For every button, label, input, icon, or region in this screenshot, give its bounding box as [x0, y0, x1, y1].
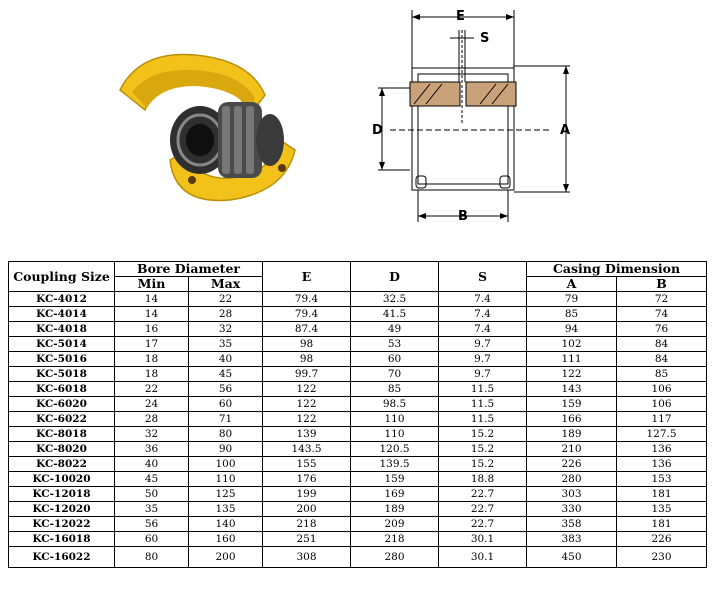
- cell-coupling-size: KC-4014: [9, 307, 115, 322]
- d-arrow-head-top: [379, 88, 385, 96]
- cell-d: 209: [351, 517, 439, 532]
- cell-bore-max: 40: [189, 352, 263, 367]
- cell-d: 110: [351, 427, 439, 442]
- cell-casing-a: 122: [527, 367, 617, 382]
- cell-s: 22.7: [439, 502, 527, 517]
- cell-casing-a: 94: [527, 322, 617, 337]
- bolt-right: [278, 164, 286, 172]
- header-e: E: [263, 262, 351, 292]
- cell-bore-max: 200: [189, 547, 263, 568]
- cell-bore-min: 50: [115, 487, 189, 502]
- table-row: [9, 532, 707, 547]
- cell-e: 199: [263, 487, 351, 502]
- cell-s: 11.5: [439, 397, 527, 412]
- cell-d: 218: [351, 532, 439, 547]
- table-row: [9, 397, 707, 412]
- table-row: [9, 367, 707, 382]
- cell-casing-b: 84: [617, 352, 707, 367]
- cell-s: 22.7: [439, 517, 527, 532]
- cell-bore-min: 28: [115, 412, 189, 427]
- cell-casing-a: 280: [527, 472, 617, 487]
- cell-s: 9.7: [439, 352, 527, 367]
- label-s: S: [480, 31, 490, 46]
- cell-s: 22.7: [439, 487, 527, 502]
- cell-casing-a: 210: [527, 442, 617, 457]
- label-d: D: [372, 123, 383, 138]
- header-a: A: [527, 277, 617, 292]
- cell-coupling-size: KC-4012: [9, 292, 115, 307]
- cell-e: 308: [263, 547, 351, 568]
- header-max: Max: [189, 277, 263, 292]
- cell-s: 11.5: [439, 382, 527, 397]
- table-row: [9, 517, 707, 532]
- cell-s: 9.7: [439, 337, 527, 352]
- d-arrow-head-bottom: [379, 162, 385, 170]
- cell-d: 189: [351, 502, 439, 517]
- hub-bore: [186, 124, 214, 156]
- table-row: [9, 457, 707, 472]
- cell-d: 98.5: [351, 397, 439, 412]
- e-arrow-head-left: [412, 14, 420, 20]
- cell-bore-max: 100: [189, 457, 263, 472]
- cell-e: 251: [263, 532, 351, 547]
- cell-s: 15.2: [439, 427, 527, 442]
- cell-casing-b: 135: [617, 502, 707, 517]
- cell-d: 159: [351, 472, 439, 487]
- a-arrow-head-top: [563, 66, 569, 74]
- cell-casing-a: 143: [527, 382, 617, 397]
- cell-bore-max: 32: [189, 322, 263, 337]
- table-row: [9, 292, 707, 307]
- label-a: A: [560, 123, 571, 138]
- cell-s: 18.8: [439, 472, 527, 487]
- table-row: [9, 547, 707, 568]
- cell-s: 9.7: [439, 367, 527, 382]
- cell-casing-a: 85: [527, 307, 617, 322]
- cell-bore-min: 24: [115, 397, 189, 412]
- cell-bore-min: 35: [115, 502, 189, 517]
- cell-e: 99.7: [263, 367, 351, 382]
- cell-casing-b: 106: [617, 382, 707, 397]
- cell-bore-min: 36: [115, 442, 189, 457]
- cell-e: 218: [263, 517, 351, 532]
- cell-casing-b: 127.5: [617, 427, 707, 442]
- cell-bore-min: 45: [115, 472, 189, 487]
- cell-bore-min: 40: [115, 457, 189, 472]
- cell-d: 53: [351, 337, 439, 352]
- cell-coupling-size: KC-6020: [9, 397, 115, 412]
- cell-coupling-size: KC-6018: [9, 382, 115, 397]
- header-s: S: [439, 262, 527, 292]
- cell-casing-a: 79: [527, 292, 617, 307]
- cell-casing-b: 117: [617, 412, 707, 427]
- cell-casing-b: 230: [617, 547, 707, 568]
- cell-bore-max: 125: [189, 487, 263, 502]
- cell-bore-min: 60: [115, 532, 189, 547]
- cell-d: 169: [351, 487, 439, 502]
- cell-d: 32.5: [351, 292, 439, 307]
- cell-coupling-size: KC-12020: [9, 502, 115, 517]
- b-arrow-head-left: [418, 213, 426, 219]
- cell-casing-a: 303: [527, 487, 617, 502]
- cell-e: 200: [263, 502, 351, 517]
- cell-bore-min: 80: [115, 547, 189, 568]
- dimension-drawing: [370, 0, 580, 230]
- cell-bore-min: 18: [115, 367, 189, 382]
- cell-casing-b: 85: [617, 367, 707, 382]
- cell-bore-min: 14: [115, 292, 189, 307]
- cell-casing-b: 136: [617, 457, 707, 472]
- cell-d: 49: [351, 322, 439, 337]
- table-row: [9, 502, 707, 517]
- cell-s: 11.5: [439, 412, 527, 427]
- cell-s: 7.4: [439, 322, 527, 337]
- cell-bore-min: 16: [115, 322, 189, 337]
- cell-casing-b: 72: [617, 292, 707, 307]
- table-row: [9, 337, 707, 352]
- cell-casing-b: 136: [617, 442, 707, 457]
- cell-coupling-size: KC-5014: [9, 337, 115, 352]
- cell-coupling-size: KC-12022: [9, 517, 115, 532]
- cell-coupling-size: KC-8018: [9, 427, 115, 442]
- cell-coupling-size: KC-10020: [9, 472, 115, 487]
- chain-links: [222, 106, 254, 174]
- cell-s: 7.4: [439, 292, 527, 307]
- table-row: [9, 487, 707, 502]
- header-min: Min: [115, 277, 189, 292]
- table-row: [9, 352, 707, 367]
- cell-casing-a: 450: [527, 547, 617, 568]
- cell-casing-b: 76: [617, 322, 707, 337]
- header-casing-dimension: Casing Dimension: [527, 262, 707, 277]
- cell-casing-a: 358: [527, 517, 617, 532]
- cell-bore-min: 56: [115, 517, 189, 532]
- cell-coupling-size: KC-5018: [9, 367, 115, 382]
- cell-d: 139.5: [351, 457, 439, 472]
- cell-coupling-size: KC-6022: [9, 412, 115, 427]
- cell-bore-max: 71: [189, 412, 263, 427]
- cell-casing-b: 74: [617, 307, 707, 322]
- cell-casing-a: 111: [527, 352, 617, 367]
- a-arrow-head-bottom: [563, 184, 569, 192]
- coupling-photo: [100, 40, 310, 210]
- cell-e: 155: [263, 457, 351, 472]
- cell-bore-max: 45: [189, 367, 263, 382]
- label-b: B: [458, 209, 468, 224]
- table-row: [9, 412, 707, 427]
- cell-casing-a: 102: [527, 337, 617, 352]
- specification-table: [8, 261, 707, 568]
- cell-coupling-size: KC-12018: [9, 487, 115, 502]
- table-row: [9, 322, 707, 337]
- table-row: [9, 382, 707, 397]
- cell-s: 15.2: [439, 457, 527, 472]
- cell-e: 122: [263, 397, 351, 412]
- cell-e: 176: [263, 472, 351, 487]
- cell-d: 110: [351, 412, 439, 427]
- cell-s: 7.4: [439, 307, 527, 322]
- table-body: [9, 292, 707, 568]
- cell-bore-max: 90: [189, 442, 263, 457]
- cell-e: 139: [263, 427, 351, 442]
- cell-bore-max: 110: [189, 472, 263, 487]
- cell-casing-a: 226: [527, 457, 617, 472]
- cell-coupling-size: KC-8020: [9, 442, 115, 457]
- cell-s: 30.1: [439, 532, 527, 547]
- cell-bore-max: 22: [189, 292, 263, 307]
- hub-right-outline: [466, 82, 516, 106]
- bolt-left: [188, 176, 196, 184]
- e-arrow-head-right: [506, 14, 514, 20]
- cell-casing-a: 166: [527, 412, 617, 427]
- cell-bore-max: 60: [189, 397, 263, 412]
- b-arrow-head-right: [500, 213, 508, 219]
- cell-d: 70: [351, 367, 439, 382]
- cell-coupling-size: KC-4018: [9, 322, 115, 337]
- cell-s: 30.1: [439, 547, 527, 568]
- cell-casing-a: 383: [527, 532, 617, 547]
- cell-bore-max: 135: [189, 502, 263, 517]
- table-row: [9, 307, 707, 322]
- cell-coupling-size: KC-5016: [9, 352, 115, 367]
- hub-left-outline: [410, 82, 460, 106]
- cell-casing-b: 153: [617, 472, 707, 487]
- cell-d: 85: [351, 382, 439, 397]
- table-row: [9, 472, 707, 487]
- cell-casing-b: 106: [617, 397, 707, 412]
- cell-bore-max: 80: [189, 427, 263, 442]
- table-row: [9, 442, 707, 457]
- cell-casing-b: 181: [617, 487, 707, 502]
- header-bore-diameter: Bore Diameter: [115, 262, 263, 277]
- cell-bore-min: 17: [115, 337, 189, 352]
- cell-casing-a: 189: [527, 427, 617, 442]
- cell-bore-max: 56: [189, 382, 263, 397]
- cell-casing-a: 159: [527, 397, 617, 412]
- cell-e: 98: [263, 337, 351, 352]
- label-e: E: [456, 9, 465, 24]
- cell-bore-min: 22: [115, 382, 189, 397]
- cell-coupling-size: KC-16022: [9, 547, 115, 568]
- cell-bore-max: 140: [189, 517, 263, 532]
- header-d: D: [351, 262, 439, 292]
- cell-casing-a: 330: [527, 502, 617, 517]
- cell-e: 79.4: [263, 307, 351, 322]
- cell-e: 87.4: [263, 322, 351, 337]
- cell-e: 143.5: [263, 442, 351, 457]
- cell-bore-max: 35: [189, 337, 263, 352]
- header-b: B: [617, 277, 707, 292]
- cell-bore-min: 14: [115, 307, 189, 322]
- cell-s: 15.2: [439, 442, 527, 457]
- cell-casing-b: 84: [617, 337, 707, 352]
- cell-casing-b: 181: [617, 517, 707, 532]
- cell-e: 122: [263, 412, 351, 427]
- cell-d: 280: [351, 547, 439, 568]
- cell-bore-max: 28: [189, 307, 263, 322]
- table-row: [9, 427, 707, 442]
- hub-right: [256, 114, 284, 166]
- cell-bore-min: 32: [115, 427, 189, 442]
- header-coupling-size: Coupling Size: [9, 262, 115, 292]
- cell-casing-b: 226: [617, 532, 707, 547]
- cell-e: 122: [263, 382, 351, 397]
- cell-d: 60: [351, 352, 439, 367]
- cell-coupling-size: KC-8022: [9, 457, 115, 472]
- cell-d: 120.5: [351, 442, 439, 457]
- cell-bore-max: 160: [189, 532, 263, 547]
- cell-e: 79.4: [263, 292, 351, 307]
- cell-bore-min: 18: [115, 352, 189, 367]
- cell-e: 98: [263, 352, 351, 367]
- cell-d: 41.5: [351, 307, 439, 322]
- cell-coupling-size: KC-16018: [9, 532, 115, 547]
